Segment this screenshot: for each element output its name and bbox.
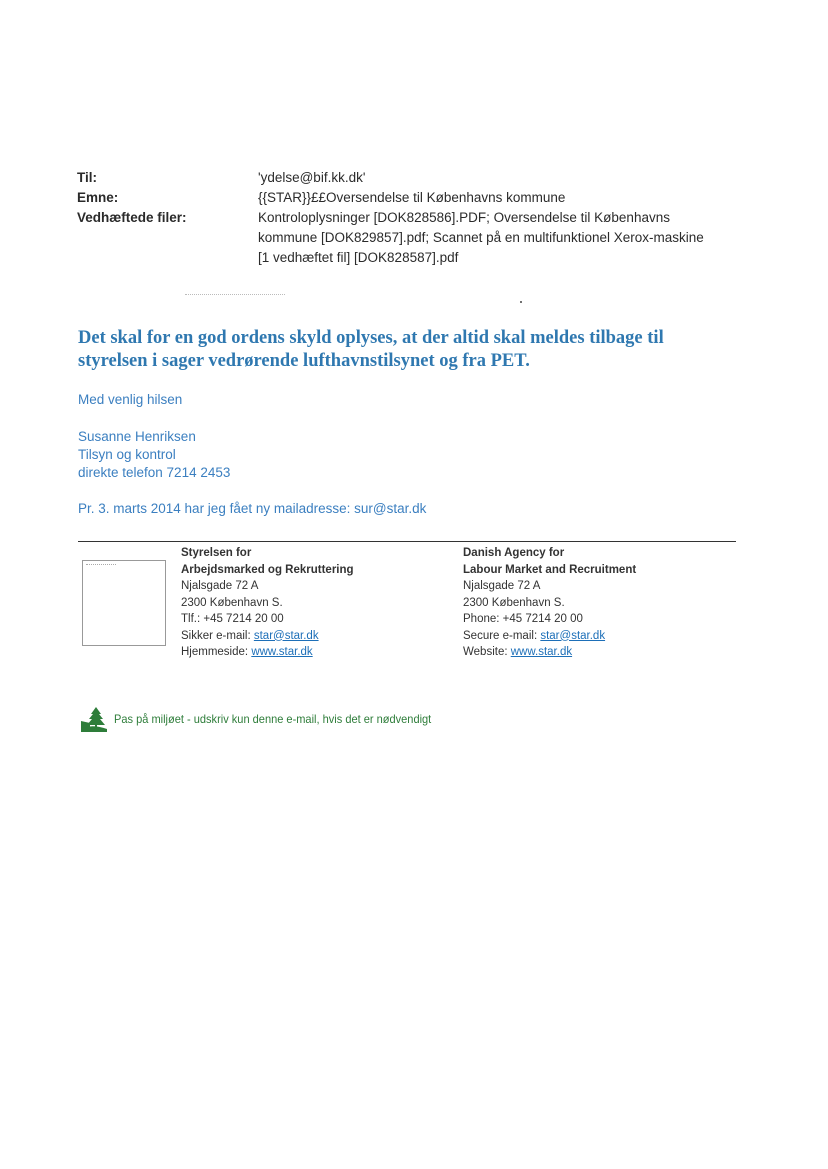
- subject-value: {{STAR}}££Oversendelse til Københavns kommune: [258, 190, 566, 205]
- logo-placeholder: [82, 560, 166, 646]
- web-label: Hjemmeside:: [181, 646, 252, 658]
- web-link[interactable]: www.star.dk: [251, 646, 313, 658]
- divider: [78, 541, 736, 542]
- new-email-note: Pr. 3. marts 2014 har jeg fået ny mailadresse: sur@star.dk: [78, 501, 427, 516]
- attachments-label: Vedhæftede filer:: [77, 210, 187, 225]
- web-link[interactable]: www.star.dk: [510, 646, 573, 658]
- org-name-line1: Danish Agency for: [463, 547, 565, 559]
- email-line: [181, 628, 354, 645]
- email-link[interactable]: star@star.dk: [540, 629, 606, 642]
- scan-speck: [520, 301, 522, 303]
- signature-phone: direkte telefon 7214 2453: [78, 465, 231, 480]
- email-link[interactable]: star@star.dk: [253, 629, 319, 642]
- address-danish: [181, 545, 354, 661]
- attachments-value: Kontroloplysninger [DOK828586].PDF; Oversendelse til Københavns kommune [DOK829857].pdf; Scannet på en multifunktionel Xerox-maskine [1 vedhæftet fil] [DOK828587].pdf: [258, 210, 704, 265]
- web-label: Website:: [463, 646, 511, 658]
- signature: [78, 428, 230, 482]
- subject-label: Emne:: [77, 190, 119, 205]
- attachments-row: [77, 208, 718, 268]
- signature-name: Susanne Henriksen: [78, 429, 196, 444]
- environment-note: [80, 706, 459, 732]
- email-line: [463, 628, 636, 645]
- email-label: Secure e-mail:: [463, 629, 541, 642]
- scan-artifact: [185, 294, 285, 296]
- email-header: [77, 168, 718, 268]
- phone: Tlf.: +45 7214 20 00: [181, 613, 284, 625]
- signature-department: Tilsyn og kontrol: [78, 447, 176, 462]
- environment-note-text: Pas på miljøet - udskriv kun denne e-mail, hvis det er nødvendigt: [114, 712, 432, 726]
- email-label: Sikker e-mail:: [181, 629, 254, 642]
- to-row: [77, 168, 718, 188]
- street: Njalsgade 72 A: [181, 580, 259, 592]
- to-label: Til:: [77, 170, 97, 185]
- logo-faint-mark: [86, 564, 116, 567]
- phone: Phone: +45 7214 20 00: [463, 613, 583, 625]
- org-name-line2: Labour Market and Recruitment: [463, 563, 637, 576]
- city: 2300 København S.: [181, 596, 283, 609]
- org-name-line2: Arbejdsmarked og Rekruttering: [181, 563, 354, 576]
- address-english: [463, 545, 636, 661]
- web-line: [463, 644, 636, 661]
- to-value: 'ydelse@bif.kk.dk': [258, 170, 366, 185]
- city: 2300 København S.: [463, 596, 565, 609]
- org-name-line1: Styrelsen for: [181, 547, 252, 559]
- greeting: Med venlig hilsen: [78, 392, 183, 407]
- street: Njalsgade 72 A: [463, 580, 541, 592]
- subject-row: [77, 188, 718, 208]
- web-line: [181, 644, 354, 661]
- notice-text: Det skal for en god ordens skyld oplyses, at der altid skal meldes tilbage til styrelsen i sager vedrørende lufthavnstilsynet og fra PET.: [78, 328, 664, 371]
- tree-icon: [80, 706, 108, 732]
